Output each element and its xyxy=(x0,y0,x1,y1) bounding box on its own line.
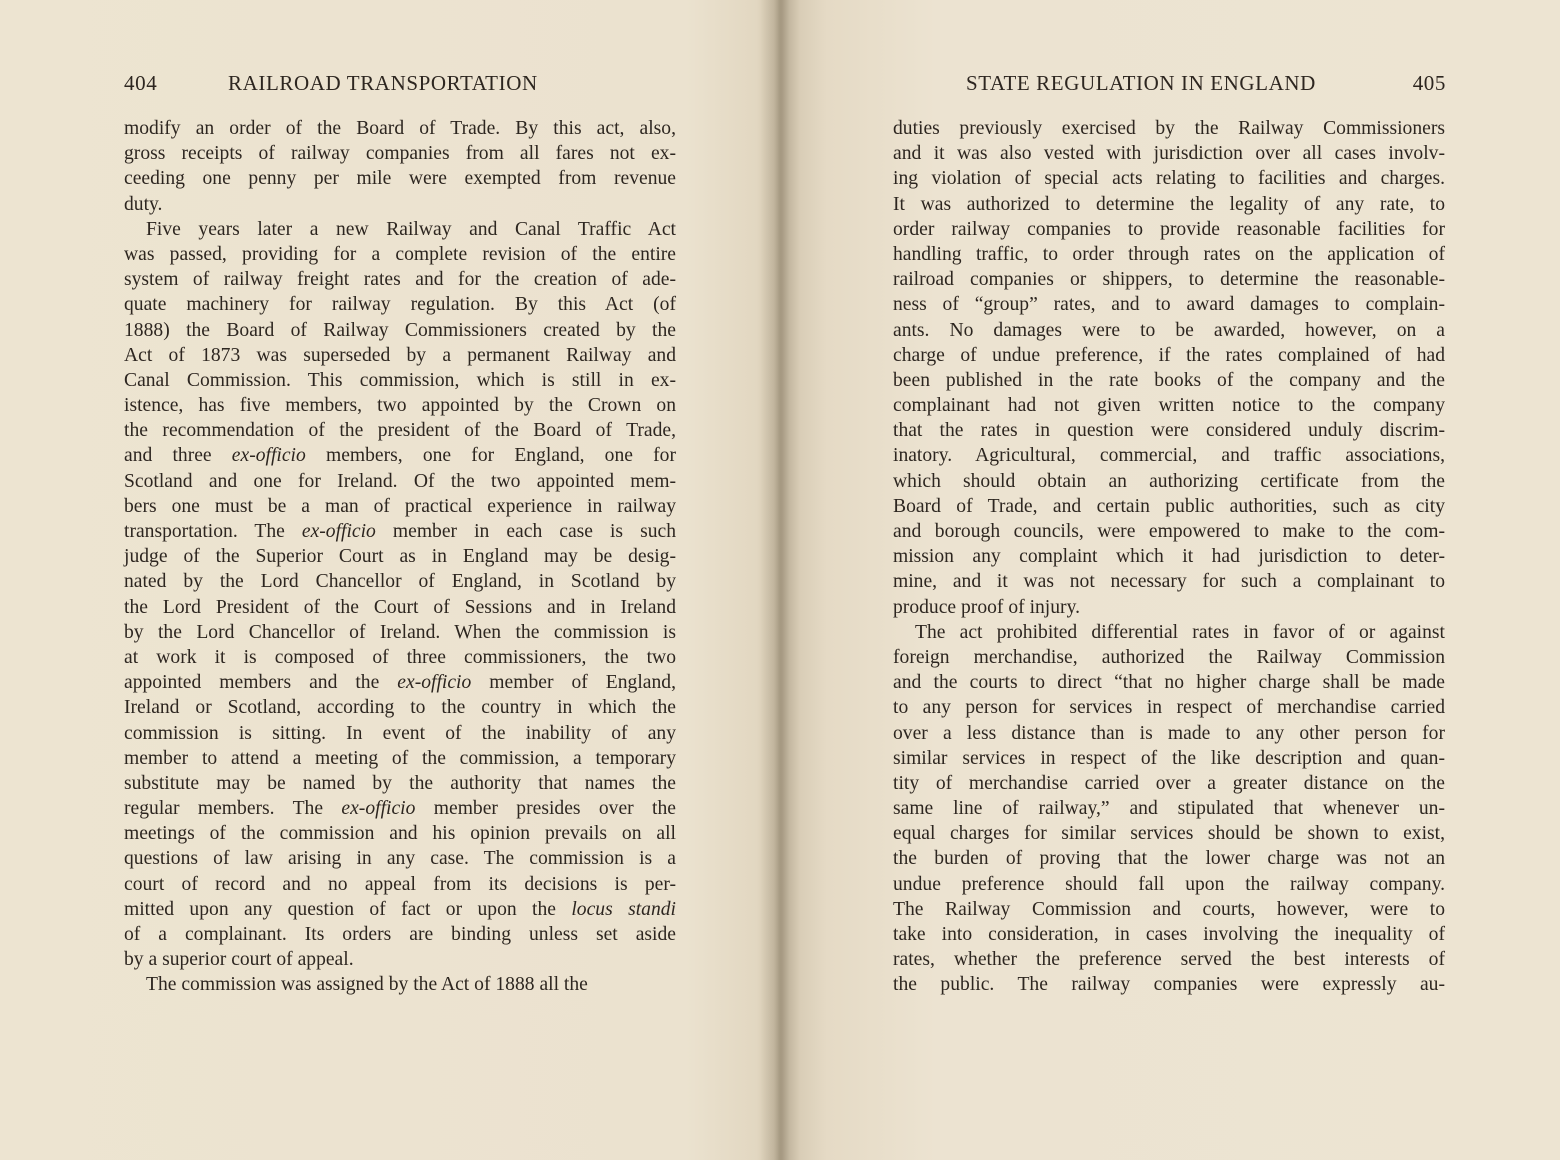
text-line xyxy=(893,746,1445,771)
text-line xyxy=(124,544,676,569)
text-line xyxy=(893,343,1445,368)
line-text: complainant had not given written notice to the company xyxy=(893,395,1445,417)
line-text: members, one for England, one for xyxy=(305,445,676,467)
right-page xyxy=(790,0,1560,1160)
line-text: mission any complaint which it had jurisdiction to deter- xyxy=(893,546,1445,568)
line-text: was passed, providing for a complete revision of the entire xyxy=(124,243,676,265)
line-text: Canal Commission. This commission, which is still in ex- xyxy=(124,369,676,391)
line-text: the Lord President of the Court of Sessions and in Ireland xyxy=(124,596,676,618)
line-text: modify an order of the Board of Trade. By this act, also, xyxy=(124,118,676,139)
text-line xyxy=(124,192,676,217)
text-line xyxy=(124,771,676,796)
text-line xyxy=(893,141,1445,166)
line-text: gross receipts of railway companies from all fares not ex- xyxy=(124,143,676,165)
line-text: ceeding one penny per mile were exempted from revenue xyxy=(124,168,676,190)
line-text: Scotland and one for Ireland. Of the two appointed mem- xyxy=(124,470,676,492)
text-line xyxy=(124,821,676,846)
line-text: system of railway freight rates and for the creation of ade- xyxy=(124,269,676,291)
text-line xyxy=(893,695,1445,720)
line-text: member to attend a meeting of the commission, a temporary xyxy=(124,747,676,769)
line-text: meetings of the commission and his opinion prevails on all xyxy=(124,823,676,845)
text-line xyxy=(124,343,676,368)
text-line xyxy=(893,242,1445,267)
text-line xyxy=(893,796,1445,821)
line-text: to any person for services in respect of merchandise carried xyxy=(893,697,1445,719)
line-text: quate machinery for railway regulation. By this Act (of xyxy=(124,294,676,316)
line-text: duties previously exercised by the Railway Commissioners xyxy=(893,118,1445,139)
italic-term: ex-officio xyxy=(397,672,472,694)
line-text: the public. The railway companies were expressly au- xyxy=(893,974,1445,996)
text-line xyxy=(124,519,676,544)
line-text: questions of law arising in any case. The commission is a xyxy=(124,848,676,870)
line-text: rates, whether the preference served the best interests of xyxy=(893,949,1445,971)
text-line xyxy=(124,872,676,897)
line-text: the recommendation of the president of the Board of Trade, xyxy=(124,420,676,442)
text-line xyxy=(893,292,1445,317)
line-text: Ireland or Scotland, according to the country in which the xyxy=(124,697,676,719)
text-line xyxy=(893,595,1445,620)
line-text: tity of merchandise carried over a greater distance on the xyxy=(893,772,1445,794)
line-text: inatory. Agricultural, commercial, and traffic associations, xyxy=(893,445,1445,467)
text-line xyxy=(124,116,676,141)
running-head-title: RAILROAD TRANSPORTATION xyxy=(228,71,538,95)
text-line xyxy=(893,569,1445,594)
line-text: similar services in respect of the like description and quan- xyxy=(893,747,1445,769)
text-line xyxy=(893,922,1445,947)
line-text: over a less distance than is made to any other person for xyxy=(893,722,1445,744)
text-line xyxy=(124,141,676,166)
text-line xyxy=(124,595,676,620)
line-text: regular members. The xyxy=(124,798,342,820)
text-line xyxy=(124,418,676,443)
page-number: 405 xyxy=(1412,71,1446,95)
text-line xyxy=(893,494,1445,519)
page-body xyxy=(124,116,676,998)
line-text: and it was also vested with jurisdiction over all cases involv- xyxy=(893,143,1445,165)
line-text: of a complainant. Its orders are binding unless set aside xyxy=(124,924,676,945)
text-line xyxy=(893,544,1445,569)
line-text: nated by the Lord Chancellor of England, in Scotland by xyxy=(124,571,676,593)
text-line xyxy=(124,267,676,292)
line-text: The commission was assigned by the Act of 1888 all the xyxy=(146,974,588,996)
text-line xyxy=(893,368,1445,393)
text-line xyxy=(893,192,1445,217)
line-text: Five years later a new Railway and Canal Traffic Act xyxy=(146,218,676,240)
text-line xyxy=(124,846,676,871)
text-line xyxy=(893,821,1445,846)
line-text: and the courts to direct “that no higher charge shall be made xyxy=(893,672,1445,694)
text-line xyxy=(893,620,1445,645)
line-text: same line of railway,” and stipulated that whenever un- xyxy=(893,798,1445,820)
line-text: member of England, xyxy=(471,672,676,694)
line-text: mitted upon any question of fact or upon the xyxy=(124,898,572,920)
text-line xyxy=(893,116,1445,141)
line-text: ants. No damages were to be awarded, however, on a xyxy=(893,319,1445,341)
line-text: transportation. The xyxy=(124,521,302,542)
line-text: foreign merchandise, authorized the Railway Commission xyxy=(893,646,1445,668)
line-text: the burden of proving that the lower charge was not an xyxy=(893,848,1445,870)
text-line xyxy=(893,771,1445,796)
text-line xyxy=(124,469,676,494)
text-line xyxy=(893,897,1445,922)
page-number: 404 xyxy=(124,71,158,95)
text-line xyxy=(893,972,1445,997)
line-text: by the Lord Chancellor of Ireland. When the commission is xyxy=(124,621,676,643)
text-line xyxy=(124,494,676,519)
line-text: which should obtain an authorizing certificate from the xyxy=(893,470,1445,492)
italic-term: locus standi xyxy=(571,898,676,920)
text-line xyxy=(124,292,676,317)
text-line xyxy=(893,166,1445,191)
line-text: It was authorized to determine the legality of any rate, to xyxy=(893,193,1445,215)
text-line xyxy=(893,947,1445,972)
text-line xyxy=(893,645,1445,670)
italic-term: ex-officio xyxy=(341,798,416,820)
text-line xyxy=(893,670,1445,695)
line-text: 1888) the Board of Railway Commissioners created by the xyxy=(124,319,676,341)
line-text: that the rates in question were considered unduly discrim- xyxy=(893,420,1445,442)
line-text: member in each case is such xyxy=(375,521,676,542)
running-head-title: STATE REGULATION IN ENGLAND xyxy=(966,71,1316,95)
line-text: Act of 1873 was superseded by a permanent Railway and xyxy=(124,344,676,366)
line-text: member presides over the xyxy=(415,798,676,820)
text-line xyxy=(124,922,676,947)
text-line xyxy=(124,796,676,821)
line-text: bers one must be a man of practical experience in railway xyxy=(124,495,676,517)
text-line xyxy=(124,318,676,343)
line-text: been published in the rate books of the company and the xyxy=(893,369,1445,391)
text-line xyxy=(124,242,676,267)
text-line xyxy=(893,872,1445,897)
line-text: court of record and no appeal from its decisions is per- xyxy=(124,873,676,895)
left-page xyxy=(0,0,770,1160)
text-line xyxy=(124,569,676,594)
text-line xyxy=(124,645,676,670)
text-line xyxy=(124,166,676,191)
line-text: Board of Trade, and certain public authorities, such as city xyxy=(893,495,1445,517)
page-body xyxy=(893,116,1445,998)
line-text: substitute may be named by the authority that names the xyxy=(124,772,676,794)
line-text: and borough councils, were empowered to make to the com- xyxy=(893,521,1445,542)
text-line xyxy=(893,393,1445,418)
text-line xyxy=(124,897,676,922)
italic-term: ex-officio xyxy=(301,521,376,542)
text-line xyxy=(893,443,1445,468)
text-line xyxy=(124,746,676,771)
text-line xyxy=(893,721,1445,746)
text-line xyxy=(124,620,676,645)
text-line xyxy=(893,469,1445,494)
line-text: by a superior court of appeal. xyxy=(124,949,354,971)
text-line xyxy=(893,267,1445,292)
line-text: undue preference should fall upon the railway company. xyxy=(893,873,1445,895)
text-line xyxy=(124,670,676,695)
text-line xyxy=(124,443,676,468)
line-text: appointed members and the xyxy=(124,672,398,694)
line-text: handling traffic, to order through rates on the application of xyxy=(893,243,1445,265)
text-line xyxy=(893,217,1445,242)
line-text: The act prohibited differential rates in favor of or against xyxy=(915,621,1445,643)
text-line xyxy=(124,217,676,242)
line-text: istence, has five members, two appointed by the Crown on xyxy=(124,395,676,417)
text-line xyxy=(124,368,676,393)
line-text: ness of “group” rates, and to award damages to complain- xyxy=(893,294,1445,316)
text-line xyxy=(124,947,676,972)
line-text: order railway companies to provide reasonable facilities for xyxy=(893,218,1445,240)
text-line xyxy=(893,418,1445,443)
text-line xyxy=(124,393,676,418)
text-line xyxy=(124,721,676,746)
line-text: The Railway Commission and courts, however, were to xyxy=(893,898,1445,920)
text-line xyxy=(893,846,1445,871)
text-line xyxy=(124,972,676,997)
line-text: commission is sitting. In event of the inability of any xyxy=(124,722,676,744)
line-text: take into consideration, in cases involving the inequality of xyxy=(893,924,1445,945)
line-text: equal charges for similar services should be shown to exist, xyxy=(893,823,1445,845)
text-line xyxy=(893,519,1445,544)
line-text: and three xyxy=(124,445,232,467)
line-text: railroad companies or shippers, to determine the reasonable- xyxy=(893,269,1445,291)
line-text: produce proof of injury. xyxy=(893,596,1080,618)
text-line xyxy=(893,318,1445,343)
line-text: at work it is composed of three commissioners, the two xyxy=(124,646,676,668)
text-line xyxy=(124,695,676,720)
line-text: duty. xyxy=(124,193,163,215)
line-text: judge of the Superior Court as in England may be desig- xyxy=(124,546,676,568)
italic-term: ex-officio xyxy=(231,445,306,467)
line-text: mine, and it was not necessary for such a complainant to xyxy=(893,571,1445,593)
line-text: charge of undue preference, if the rates complained of had xyxy=(893,344,1445,366)
line-text: ing violation of special acts relating to facilities and charges. xyxy=(893,168,1445,190)
